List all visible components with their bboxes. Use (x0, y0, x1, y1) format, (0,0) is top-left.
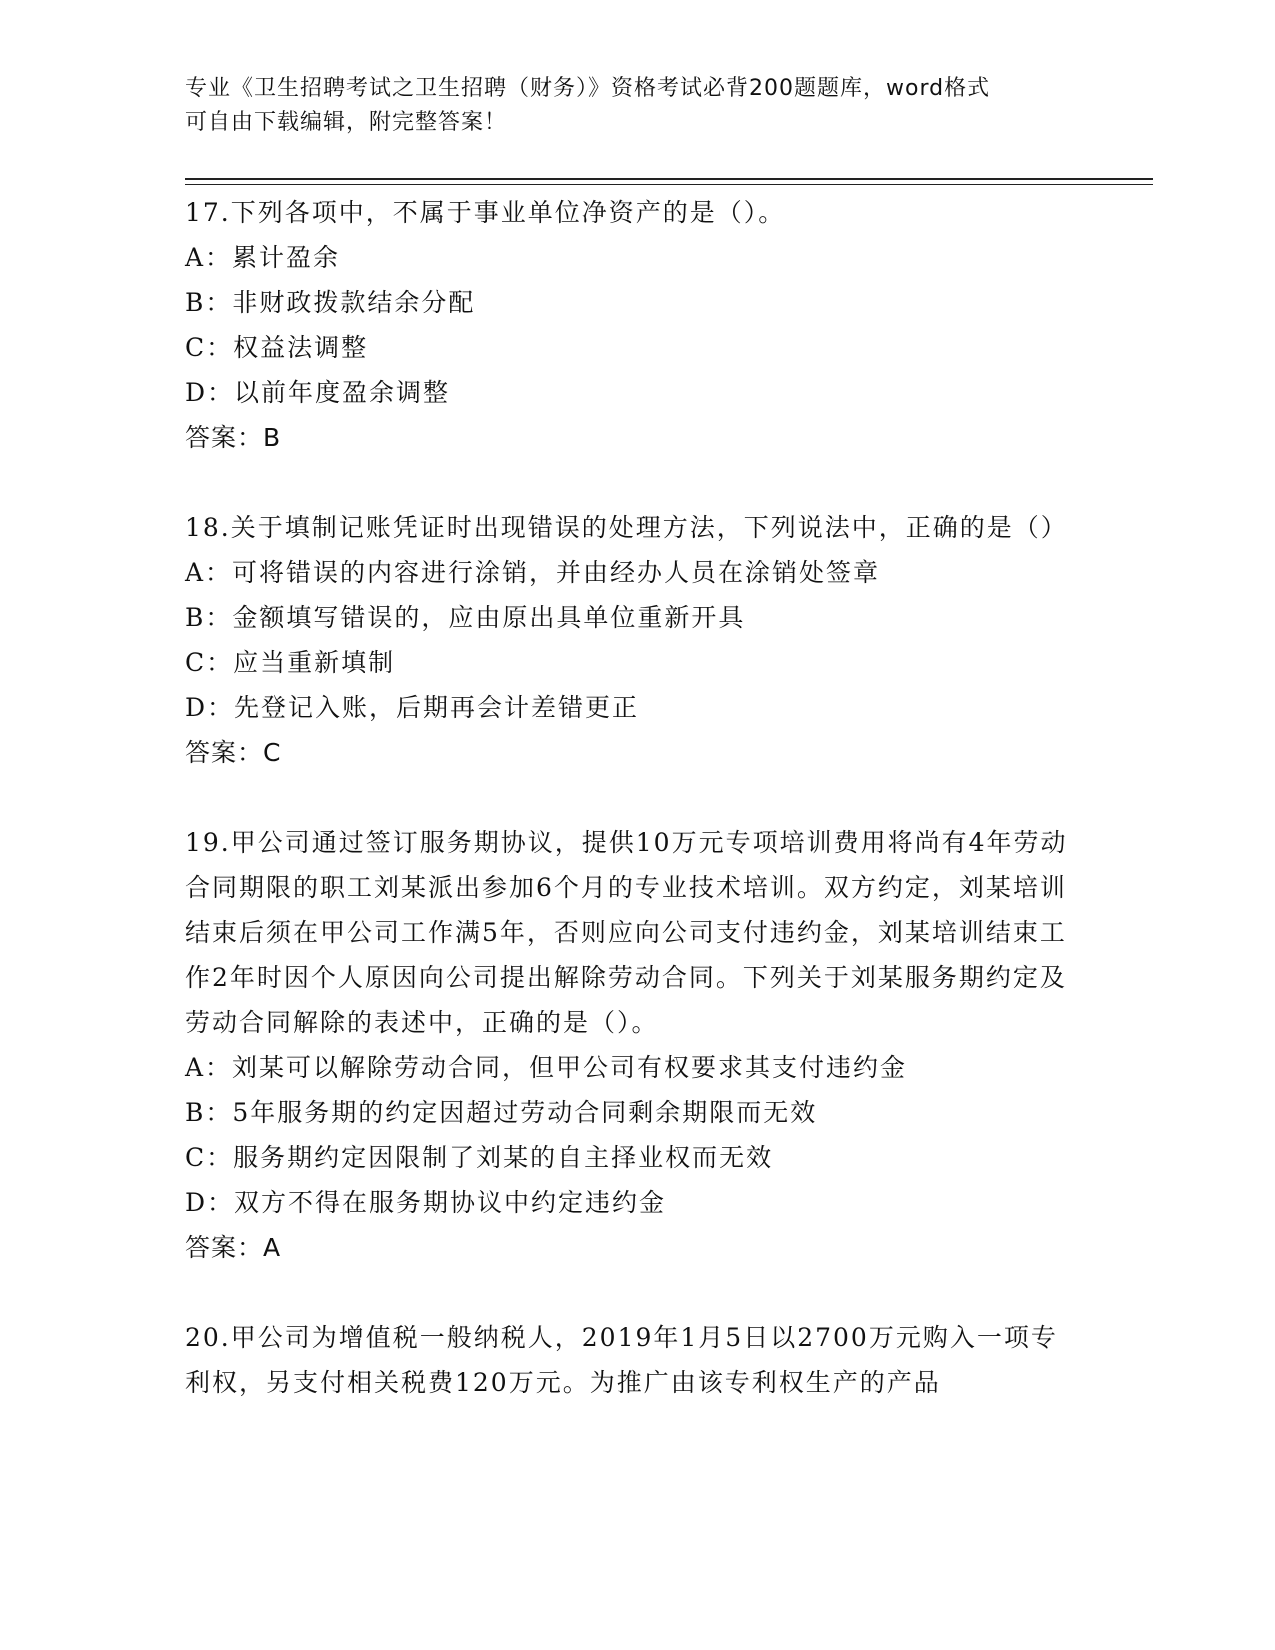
question-stem: 17.下列各项中，不属于事业单位净资产的是（）。 (185, 198, 786, 227)
answer-line: 答案：A (185, 1233, 282, 1262)
header-divider-thin (185, 184, 1153, 185)
option-d: D：以前年度盈余调整 (185, 378, 451, 407)
option-c: C：权益法调整 (185, 333, 369, 362)
option-d: D：先登记入账，后期再会计差错更正 (185, 693, 640, 722)
question-17 (185, 190, 1075, 460)
option-b: B：金额填写错误的，应由原出具单位重新开具 (185, 603, 746, 632)
option-a: A：可将错误的内容进行涂销，并由经办人员在涂销处签章 (185, 558, 881, 587)
document-header (185, 72, 1065, 140)
question-stem: 19.甲公司通过签订服务期协议，提供10万元专项培训费用将尚有4年劳动合同期限的职工刘某派出参加6个月的专业技术培训。双方约定，刘某培训结束后须在甲公司工作满5年，否则应向公司支付违约金，刘某培训结束工作2年时因个人原因向公司提出解除劳动合同。下列关于刘某服务期约定及劳动合同解除的表述中，正确的是（）。 (185, 828, 1068, 1037)
option-d: D：双方不得在服务期协议中约定违约金 (185, 1188, 667, 1217)
question-19 (185, 820, 1075, 1270)
answer-line: 答案：B (185, 423, 282, 452)
question-spacer (185, 1270, 1075, 1315)
option-a: A：刘某可以解除劳动合同，但甲公司有权要求其支付违约金 (185, 1053, 908, 1082)
header-line-1: 专业《卫生招聘考试之卫生招聘（财务）》资格考试必背200题题库，word格式 (185, 76, 991, 101)
question-spacer (185, 460, 1075, 505)
option-c: C：应当重新填制 (185, 648, 396, 677)
question-list (185, 190, 1075, 1405)
question-18 (185, 505, 1075, 775)
question-stem: 20.甲公司为增值税一般纳税人，2019年1月5日以2700万元购入一项专利权，另支付相关税费120万元。为推广由该专利权生产的产品 (185, 1323, 1058, 1397)
question-stem: 18.关于填制记账凭证时出现错误的处理方法，下列说法中，正确的是（） (185, 513, 1068, 542)
option-b: B：5年服务期的约定因超过劳动合同剩余期限而无效 (185, 1098, 818, 1127)
question-20 (185, 1315, 1075, 1405)
option-a: A：累计盈余 (185, 243, 341, 272)
header-line-2: 可自由下载编辑，附完整答案！ (185, 110, 508, 135)
question-spacer (185, 775, 1075, 820)
option-c: C：服务期约定因限制了刘某的自主择业权而无效 (185, 1143, 774, 1172)
answer-line: 答案：C (185, 738, 282, 767)
option-b: B：非财政拨款结余分配 (185, 288, 476, 317)
header-divider-thick (185, 178, 1153, 180)
